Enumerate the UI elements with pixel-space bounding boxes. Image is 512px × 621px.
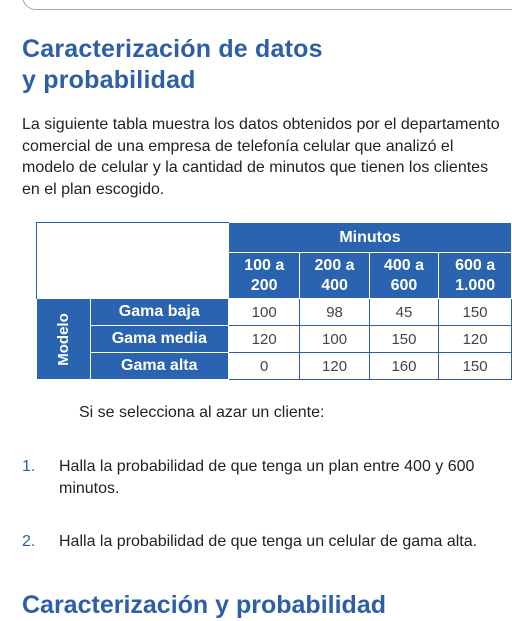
question-text: Halla la probabilidad de que tenga un plan entre 400 y 600 minutos. xyxy=(59,458,475,497)
title-line-1: Caracterización de datos xyxy=(22,35,323,63)
table-cell: 0 xyxy=(229,353,300,380)
question-number: 1. xyxy=(22,458,36,475)
table-cell: 120 xyxy=(300,353,369,380)
data-table xyxy=(36,222,512,380)
table-cell: 100 xyxy=(229,299,300,326)
question-2 xyxy=(22,531,504,553)
column-header: 200 a 400 xyxy=(300,253,369,299)
row-group-label: Modelo xyxy=(37,299,91,380)
column-header: 400 a 600 xyxy=(369,253,438,299)
selection-note: Si se selecciona al azar un cliente: xyxy=(79,404,325,421)
group-header-minutos: Minutos xyxy=(229,223,512,253)
table-row xyxy=(37,326,512,353)
table-cell: 98 xyxy=(300,299,369,326)
section-title xyxy=(22,34,323,96)
table-cell: 150 xyxy=(439,299,512,326)
row-header: Gama baja xyxy=(90,299,229,326)
table-cell: 120 xyxy=(229,326,300,353)
table-cell: 120 xyxy=(439,326,512,353)
corner-blank xyxy=(37,223,229,299)
table-row xyxy=(37,353,512,380)
column-header: 100 a 200 xyxy=(229,253,300,299)
table-cell: 150 xyxy=(369,326,438,353)
table-cell: 160 xyxy=(369,353,438,380)
column-header: 600 a 1.000 xyxy=(439,253,512,299)
question-1 xyxy=(22,456,504,500)
table-cell: 100 xyxy=(300,326,369,353)
question-text: Halla la probabilidad de que tenga un celular de gama alta. xyxy=(59,533,478,550)
table-row xyxy=(37,299,512,326)
row-header: Gama media xyxy=(90,326,229,353)
top-frame-border xyxy=(22,0,512,10)
table-cell: 45 xyxy=(369,299,438,326)
row-header: Gama alta xyxy=(90,353,229,380)
question-number: 2. xyxy=(22,533,36,550)
table-cell: 150 xyxy=(439,353,512,380)
next-section-title: Caracterización y probabilidad xyxy=(22,591,386,619)
title-line-2: y probabilidad xyxy=(22,66,196,94)
intro-paragraph: La siguiente tabla muestra los datos obtenidos por el departamento comercial de una empresa de telefonía celular que analizó el modelo de celular y la cantidad de minutos que tienen los clientes en el plan escogido. xyxy=(22,116,500,198)
